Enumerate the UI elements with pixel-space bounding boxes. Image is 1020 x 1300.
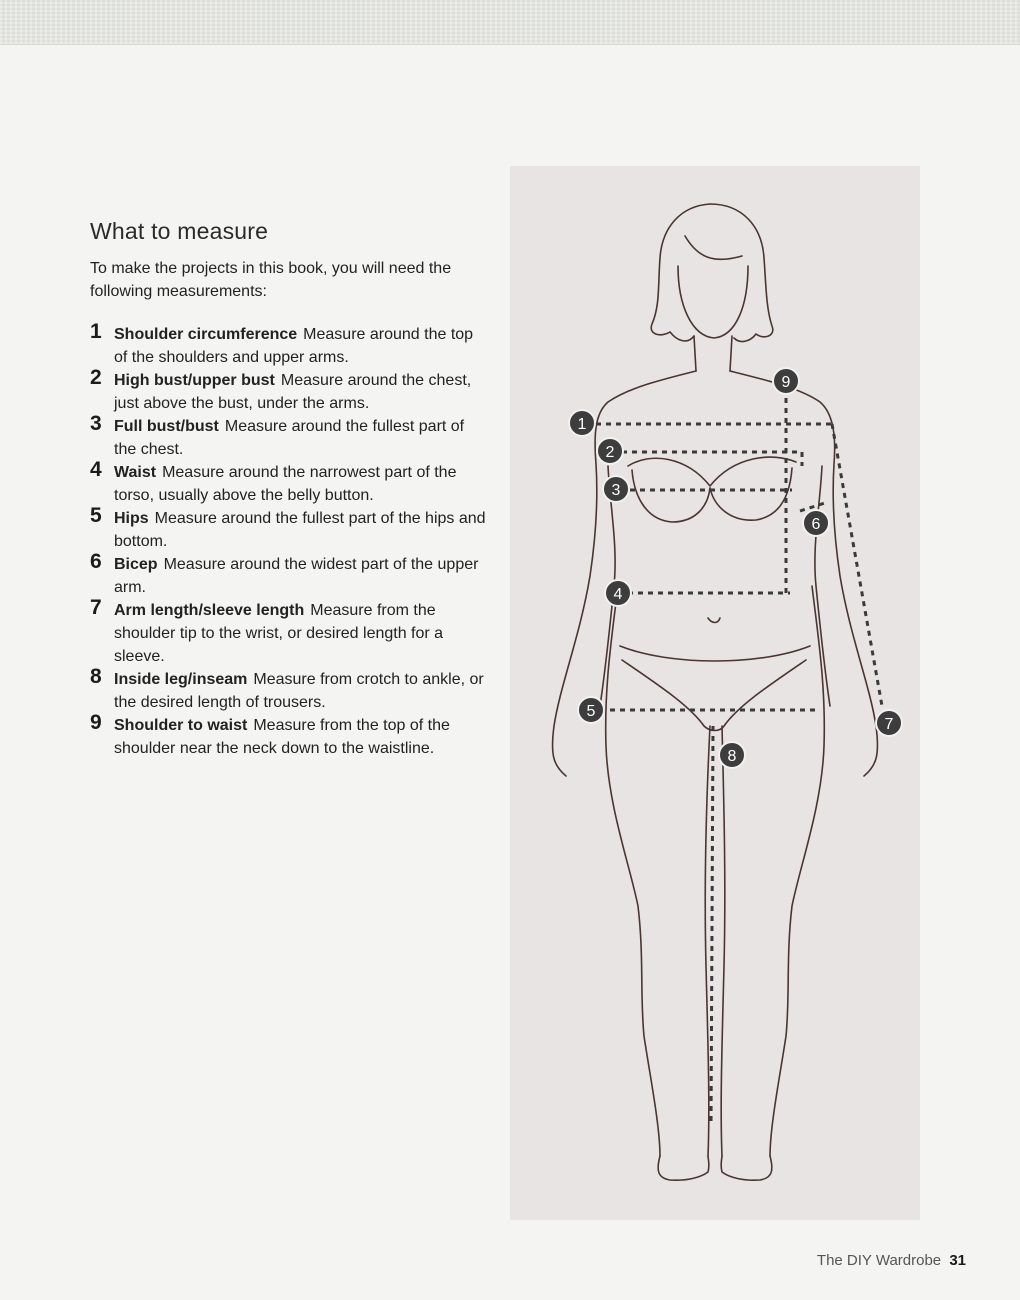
measurement-description: Measure around the chest, just above the bust, under the arms. — [114, 372, 472, 412]
marker-label: 5 — [586, 703, 596, 720]
measurement-term: Shoulder circumference — [114, 326, 298, 343]
intro-paragraph: To make the projects in this book, you will need the following measurements: — [90, 260, 452, 300]
marker-label: 2 — [605, 444, 615, 461]
measurement-term: Waist — [114, 464, 157, 481]
measurement-term: Inside leg/inseam — [114, 671, 248, 688]
arm-length-line — [832, 424, 882, 706]
inside-leg-line — [711, 726, 713, 1126]
measurement-item-full-bust — [90, 412, 490, 461]
measurement-number: 2 — [90, 366, 102, 389]
measurement-item-arm-length — [90, 596, 490, 668]
marker-2 — [597, 438, 623, 464]
measurement-term: Hips — [114, 510, 149, 527]
body-outline-illustration — [510, 166, 920, 1220]
measurement-term: Arm length/sleeve length — [114, 602, 305, 619]
measurement-description: Measure from the top of the shoulder near the neck down to the waistline. — [114, 717, 450, 757]
measurement-description: Measure around the top of the shoulders and upper arms. — [114, 326, 474, 366]
measurement-number: 9 — [90, 711, 102, 734]
measurement-description: Measure around the widest part of the upper arm. — [114, 556, 479, 596]
measurement-item-shoulder-circumference — [90, 320, 490, 369]
marker-7 — [876, 710, 902, 736]
body-outline — [553, 204, 878, 1180]
marker-8 — [719, 742, 745, 768]
measurement-list — [90, 320, 490, 760]
marker-5 — [578, 697, 604, 723]
measurement-item-shoulder-to-waist — [90, 711, 490, 760]
measurement-term: Full bust/bust — [114, 418, 219, 435]
measurement-number: 7 — [90, 596, 102, 619]
measurement-term: Bicep — [114, 556, 158, 573]
measurement-item-waist — [90, 458, 490, 507]
measurement-item-high-bust — [90, 366, 490, 415]
marker-label: 4 — [613, 586, 623, 603]
measurement-description: Measure around the narrowest part of the torso, usually above the belly button. — [114, 464, 457, 504]
marker-1 — [569, 410, 595, 436]
measurement-number: 8 — [90, 665, 102, 688]
measurement-description: Measure around the fullest part of the chest. — [114, 418, 465, 458]
measurement-item-bicep — [90, 550, 490, 599]
marker-label: 6 — [811, 516, 821, 533]
marker-9 — [773, 368, 799, 394]
measurement-number: 1 — [90, 320, 102, 343]
section-heading: What to measure — [90, 218, 269, 244]
measurement-term: Shoulder to waist — [114, 717, 248, 734]
measurement-item-inside-leg — [90, 665, 490, 714]
measurement-term: High bust/upper bust — [114, 372, 275, 389]
page-footer — [817, 1252, 966, 1269]
book-title: The DIY Wardrobe — [816, 1252, 942, 1269]
measurement-description: Measure from crotch to ankle, or the desired length of trousers. — [114, 671, 484, 711]
page-number: 31 — [949, 1252, 966, 1269]
marker-label: 8 — [727, 748, 737, 765]
marker-label: 1 — [577, 416, 587, 433]
body-measurement-figure — [510, 166, 920, 1220]
measurement-number: 5 — [90, 504, 102, 527]
marker-6 — [803, 510, 829, 536]
marker-label: 9 — [781, 374, 791, 391]
marker-4 — [605, 580, 631, 606]
measurement-number: 3 — [90, 412, 102, 435]
measurement-number: 6 — [90, 550, 102, 573]
measurement-description: Measure around the fullest part of the hips and bottom. — [114, 510, 486, 550]
measurement-markers — [569, 368, 902, 768]
measurement-item-hips — [90, 504, 490, 553]
measurement-number: 4 — [90, 458, 102, 481]
marker-3 — [603, 476, 629, 502]
marker-label: 3 — [611, 482, 621, 499]
marker-label: 7 — [884, 716, 894, 733]
decorative-header-band — [0, 0, 1020, 45]
measurement-description: Measure from the shoulder tip to the wrist, or desired length for a sleeve. — [114, 602, 444, 665]
